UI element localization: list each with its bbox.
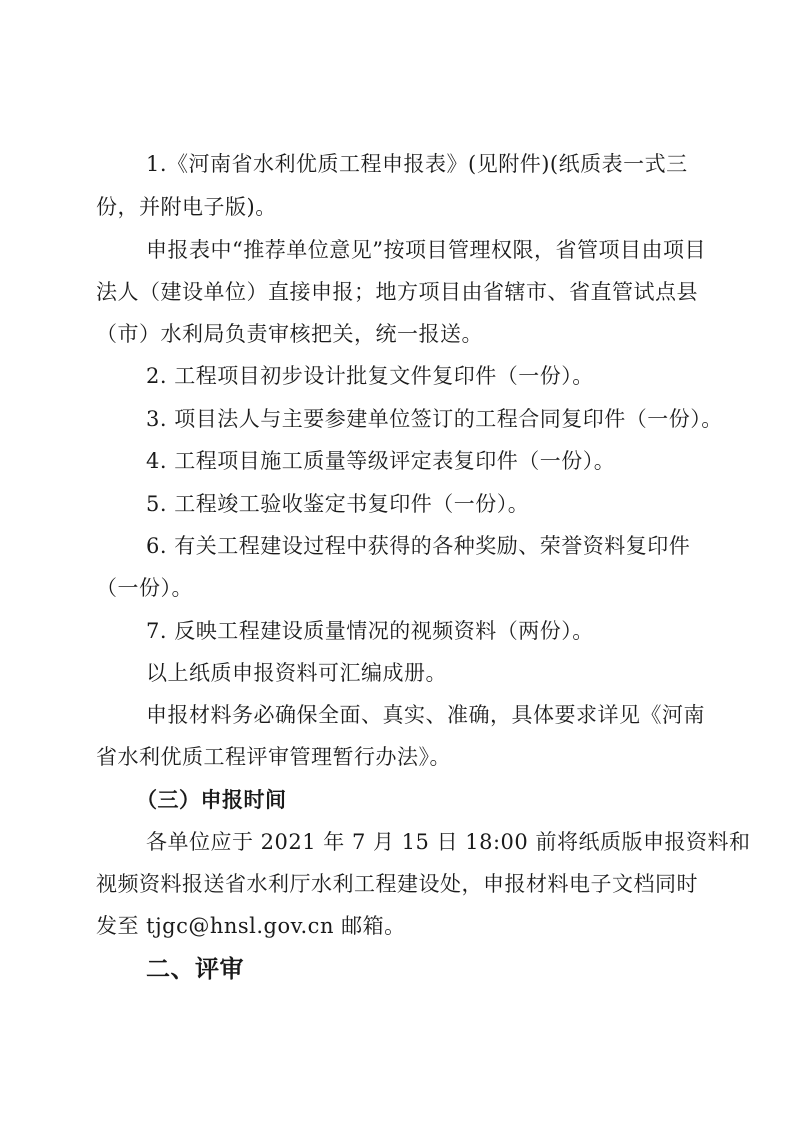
section-heading-deadline: （三）申报时间: [136, 788, 287, 812]
section-heading-review: 二、评审: [146, 955, 244, 983]
item-6-line-2: （一份）。: [96, 576, 193, 600]
note-line-1: 申报表中“推荐单位意见”按项目管理权限，省管项目由项目: [146, 238, 706, 262]
item-5: 5. 工程竣工验收鉴定书复印件（一份）。: [146, 492, 530, 516]
requirement-line-1: 申报材料务必确保全面、真实、准确，具体要求详见《河南: [146, 703, 705, 727]
item-7: 7. 反映工程建设质量情况的视频资料（两份）。: [146, 619, 594, 643]
deadline-line-1: 各单位应于 2021 年 7 月 15 日 18:00 前将纸质版申报资料和: [146, 830, 751, 854]
item-2: 2. 工程项目初步设计批复文件复印件（一份）。: [146, 364, 594, 388]
requirement-line-2: 省水利优质工程评审管理暂行办法》。: [96, 745, 451, 769]
compile-note: 以上纸质申报资料可汇编成册。: [146, 661, 447, 685]
item-1-line-2: 份，并附电子版)。: [96, 195, 277, 219]
deadline-line-3: 发至 tjgc@hnsl.gov.cn 邮箱。: [96, 914, 406, 938]
note-line-3: （市）水利局负责审核把关，统一报送。: [96, 322, 483, 346]
item-6-line-1: 6. 有关工程建设过程中获得的各种奖励、荣誉资料复印件: [146, 534, 691, 558]
item-4: 4. 工程项目施工质量等级评定表复印件（一份）。: [146, 449, 616, 473]
note-line-2: 法人（建设单位）直接申报；地方项目由省辖市、省直管试点县: [96, 280, 698, 304]
deadline-line-2: 视频资料报送省水利厅水利工程建设处，申报材料电子文档同时: [96, 872, 698, 896]
item-1-line-1: 1.《河南省水利优质工程申报表》(见附件)(纸质表一式三: [146, 152, 688, 176]
item-3: 3. 项目法人与主要参建单位签订的工程合同复印件（一份）。: [146, 407, 723, 431]
